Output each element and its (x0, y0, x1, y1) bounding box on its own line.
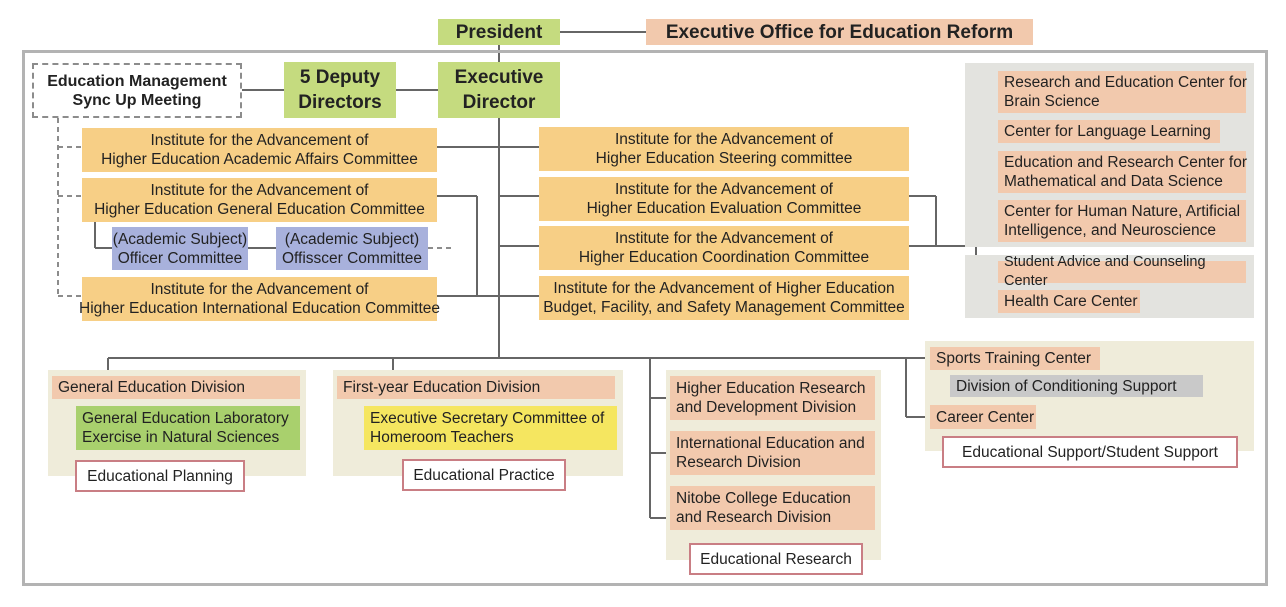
steering-committee (539, 127, 909, 171)
sports-label: Sports Training Center (936, 350, 1092, 367)
intl-line1: International Education and (676, 435, 865, 452)
subject-officer-committee (112, 227, 248, 270)
nitobe-college-division (670, 486, 875, 530)
evaluation-line2: Higher Education Evaluation Committee (586, 200, 862, 217)
planning-label-text: Educational Planning (87, 467, 233, 485)
educational-planning-label (75, 460, 245, 492)
sync-meeting-line2: Sync Up Meeting (72, 91, 202, 109)
secretary-line2: Homeroom Teachers (370, 429, 514, 446)
international-research-division (670, 431, 875, 475)
conditioning-label: Division of Conditioning Support (956, 377, 1177, 395)
sports-training-center (930, 347, 1100, 370)
higher-education-research-division (670, 376, 875, 420)
general-education-committee (82, 178, 437, 222)
career-label: Career Center (936, 408, 1035, 426)
academic-affairs-committee (82, 128, 437, 172)
executive-director-line1: Executive (454, 67, 544, 88)
coordination-line2: Higher Education Coordination Committee (578, 249, 870, 266)
human-nature-center (998, 200, 1246, 242)
research-label-text: Educational Research (700, 550, 852, 568)
international-education-line2: Higher Education International Education Committee (79, 300, 441, 317)
general-education-division (52, 376, 300, 399)
steering-line1: Institute for the Advancement of (615, 131, 833, 148)
coordination-committee (539, 226, 909, 270)
lab-line2: Exercise in Natural Sciences (82, 429, 280, 446)
general-education-laboratory (76, 406, 300, 450)
budget-line2: Budget, Facility, and Safety Management Committee (543, 299, 905, 316)
conditioning-support-division (950, 375, 1203, 397)
academic-affairs-line2: Higher Education Academic Affairs Committee (101, 151, 418, 168)
deputy-directors-line2: Directors (298, 92, 382, 113)
intl-line2: Research Division (676, 454, 801, 471)
hed-line2: and Development Division (676, 399, 857, 416)
student-advice-center (998, 254, 1246, 289)
subject-officer-line1: (Academic Subject) (112, 230, 248, 248)
brain-science-center (998, 71, 1246, 113)
executive-office-label: Executive Office for Education Reform (665, 21, 1014, 43)
coordination-line1: Institute for the Advancement of (615, 230, 833, 247)
advice-label: Student Advice and Counseling Center (1004, 254, 1206, 289)
international-education-committee (79, 277, 441, 321)
human-line2: Intelligence, and Neuroscience (1004, 222, 1216, 239)
deputy-directors-line1: 5 Deputy (299, 67, 381, 88)
executive-office-box (646, 19, 1033, 45)
brain-line1: Research and Education Center for (1004, 74, 1247, 91)
sync-meeting-line1: Education Management (47, 72, 227, 90)
educational-research-label (689, 543, 863, 575)
nitobe-line1: Nitobe College Education (676, 490, 851, 507)
academic-affairs-line1: Institute for the Advancement of (150, 132, 369, 149)
evaluation-line1: Institute for the Advancement of (615, 181, 833, 198)
math-data-science-center (998, 151, 1246, 193)
budget-committee (539, 276, 909, 320)
sync-meeting-box (32, 63, 242, 118)
executive-secretary-committee (364, 406, 617, 450)
executive-director-line2: Director (462, 92, 536, 113)
math-line2: Mathematical and Data Science (1004, 173, 1223, 190)
first-year-education-division (337, 376, 615, 399)
practice-division-label: First-year Education Division (343, 379, 541, 396)
educational-support-label (942, 436, 1238, 468)
language-label: Center for Language Learning (1004, 123, 1211, 140)
lab-line1: General Education Laboratory (82, 410, 289, 427)
general-education-line2: Higher Education General Education Committee (94, 201, 425, 218)
health-label: Health Care Center (1004, 293, 1138, 310)
health-care-center (998, 290, 1140, 313)
language-learning-center (998, 120, 1220, 143)
support-label-text: Educational Support/Student Support (962, 443, 1218, 461)
nitobe-line2: and Research Division (676, 509, 832, 526)
steering-line2: Higher Education Steering committee (595, 150, 853, 167)
planning-division-label: General Education Division (58, 379, 245, 396)
president-box (438, 19, 560, 45)
budget-line1: Institute for the Advancement of Higher Education (553, 280, 895, 297)
math-line1: Education and Research Center for (1004, 154, 1247, 171)
executive-director-box (438, 62, 560, 118)
deputy-directors-box (284, 62, 396, 118)
career-center (930, 405, 1036, 429)
president-label: President (455, 21, 543, 43)
educational-practice-label (402, 459, 566, 491)
secretary-line1: Executive Secretary Committee of (370, 410, 605, 427)
brain-line2: Brain Science (1004, 93, 1100, 110)
human-line1: Center for Human Nature, Artificial (1004, 203, 1241, 220)
international-education-line1: Institute for the Advancement of (150, 281, 369, 298)
evaluation-committee (539, 177, 909, 221)
practice-label-text: Educational Practice (413, 466, 555, 484)
subject-offisscer-committee (276, 227, 428, 270)
subject-offisscer-line2: Offisscer Committee (281, 249, 423, 267)
subject-officer-line2: Officer Committee (117, 249, 243, 267)
hed-line1: Higher Education Research (676, 380, 866, 397)
general-education-line1: Institute for the Advancement of (150, 182, 369, 199)
subject-offisscer-line1: (Academic Subject) (284, 230, 420, 248)
